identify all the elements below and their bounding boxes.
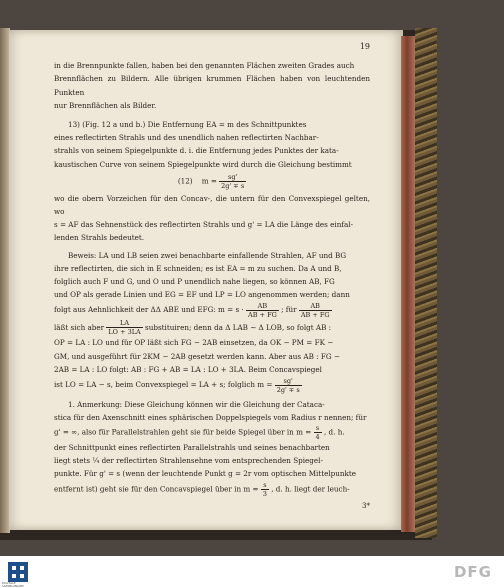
- fraction-denominator: AB + FG: [300, 310, 330, 319]
- fraction-denominator: 3: [262, 489, 267, 498]
- text-line: OP = LA : LO und für OP läßt sich FG − 2AB einsetzen, da OK − PM = FK −: [54, 338, 334, 348]
- text-line: wo die obern Vorzeichen für den Concav-, die untern für den Convexspiegel gelten, wo: [54, 193, 370, 217]
- text-line: ihre reflectirten, die sich in E schneiden; es ist EA = m zu suchen. Da A und B,: [54, 263, 342, 273]
- page-number: 19: [359, 42, 370, 51]
- signature-mark: 3*: [362, 501, 370, 510]
- fraction-numerator: s: [314, 424, 322, 433]
- inline-fraction: [314, 424, 322, 441]
- fraction-numerator: s: [261, 481, 269, 490]
- text-line: lenden Strahls bedeutet.: [54, 233, 145, 243]
- fraction-denominator: 2g' ∓ s: [221, 181, 245, 190]
- text-line: stica für den Axenschnitt eines sphärischen Doppelspiegels vom Radius r nennen; für: [54, 412, 367, 422]
- text-line: nur Brennflächen als Bilder.: [54, 100, 157, 110]
- text-line: punkte. Für g' = s (wenn der leuchtende Punkt g = 2r vom optischen Mittelpunkte: [54, 469, 357, 479]
- text-fragment: substituiren; denn da Δ LAB ∼ Δ LOB, so folgt AB :: [145, 322, 332, 332]
- fraction-numerator: LA: [106, 319, 142, 328]
- text-line: 13) (Fig. 12 a und b.) Die Entfernung EA = m des Schnittpunktes: [68, 120, 307, 130]
- inline-fraction: [246, 302, 279, 319]
- dfg-logo: DFG: [453, 563, 492, 581]
- text-line: strahls von seinem Spiegelpunkte d. i. die Entfernung jedes Punktes der kata-: [54, 146, 339, 156]
- text-line: in die Brennpunkte fallen, haben bei den genannten Flächen zweiten Grades auch: [54, 61, 355, 71]
- text-line: der Schnittpunkt eines reflectirten Parallelstrahls und seines benachbarten: [54, 442, 330, 452]
- footer-bar: [0, 556, 504, 588]
- text-fragment: , d. h.: [323, 427, 345, 437]
- inline-fraction: [299, 302, 332, 319]
- text-fragment: g' = ∞, also für Parallelstrahlen geht sie für beide Spiegel über in m =: [54, 427, 312, 437]
- text-line: Brennflächen zu Bildern. Alle übrigen krummen Flächen haben von leuchtenden Punkten: [54, 74, 370, 97]
- fraction-denominator: LO + 3LA: [108, 328, 141, 337]
- fraction-numerator: sg': [219, 173, 246, 182]
- fraction-numerator: AB: [246, 302, 279, 311]
- fraction-numerator: AB: [299, 302, 332, 311]
- text-line-formula: [54, 481, 370, 498]
- fraction-denominator: 2g' ∓ s: [276, 385, 300, 394]
- fraction-numerator: sg': [275, 377, 302, 386]
- text-line-formula: [54, 319, 370, 337]
- text-fragment: , d. h. liegt der leuch-: [271, 484, 350, 494]
- text-fragment: ; für: [281, 305, 297, 315]
- text-line: 1. Anmerkung: Diese Gleichung können wir die Gleichung der Cataca-: [68, 399, 325, 409]
- text-line-formula: [54, 376, 370, 394]
- inline-fraction: [261, 481, 269, 498]
- text-fragment: folgt aus Aehnlichkeit der ΔΔ ABE und EFG: m = s ·: [54, 305, 244, 315]
- page-content: [54, 40, 370, 513]
- text-line: folglich auch F und G, und O und P unendlich nahe liegen, so können AB, FG: [54, 277, 335, 287]
- text-line: 2AB = LA : LO folgt: AB : FG + AB = LA : LO + 3LA. Beim Concavspiegel: [54, 364, 322, 374]
- page-red-edge: [401, 36, 416, 532]
- equation-lhs: m =: [201, 176, 220, 186]
- equation-fraction: [219, 173, 246, 190]
- text-fragment: läßt sich aber: [54, 322, 105, 332]
- fraction-denominator: 4: [315, 432, 320, 441]
- text-line: s = AF das Sehnenstück des reflectirten Strahls und g' = LA die Länge des einfal-: [54, 220, 354, 230]
- text-line: liegt stets ¼ der reflectirten Strahlensehne vom entsprechenden Spiegel-: [54, 456, 323, 466]
- inline-fraction: [275, 377, 302, 394]
- text-line: Beweis: LA und LB seien zwei benachbarte einfallende Strahlen, AF und BG: [68, 250, 347, 260]
- text-line: und OP als gerade Linien und EG = EF und LP = LO angenommen werden; dann: [54, 290, 350, 300]
- logo-caption: DIGITALE SAMMLUNGEN: [2, 581, 24, 588]
- cover-edge: [415, 28, 437, 538]
- text-line: GM, und ausgeführt für 2KM − 2AB gesetzt werden kann. Aber aus AB : FG −: [54, 351, 340, 361]
- inline-fraction: [106, 319, 142, 336]
- text-line-formula: [54, 301, 370, 319]
- text-line: eines reflectirten Strahls und des unendlich nahen reflectirten Nachbar-: [54, 133, 319, 143]
- equation-12: [54, 173, 370, 190]
- text-line-formula: [54, 424, 370, 441]
- text-fragment: ist LO = LA − s, beim Convexspiegel = LA + s; folglich m =: [54, 380, 273, 390]
- text-line: kaustischen Curve von seinem Spiegelpunkte wird durch die Gleichung bestimmt: [54, 159, 352, 169]
- text-fragment: entfernt ist) geht sie für den Concavspiegel über in m =: [54, 484, 259, 494]
- fraction-denominator: AB + FG: [248, 310, 277, 319]
- equation-label: (12): [177, 176, 193, 186]
